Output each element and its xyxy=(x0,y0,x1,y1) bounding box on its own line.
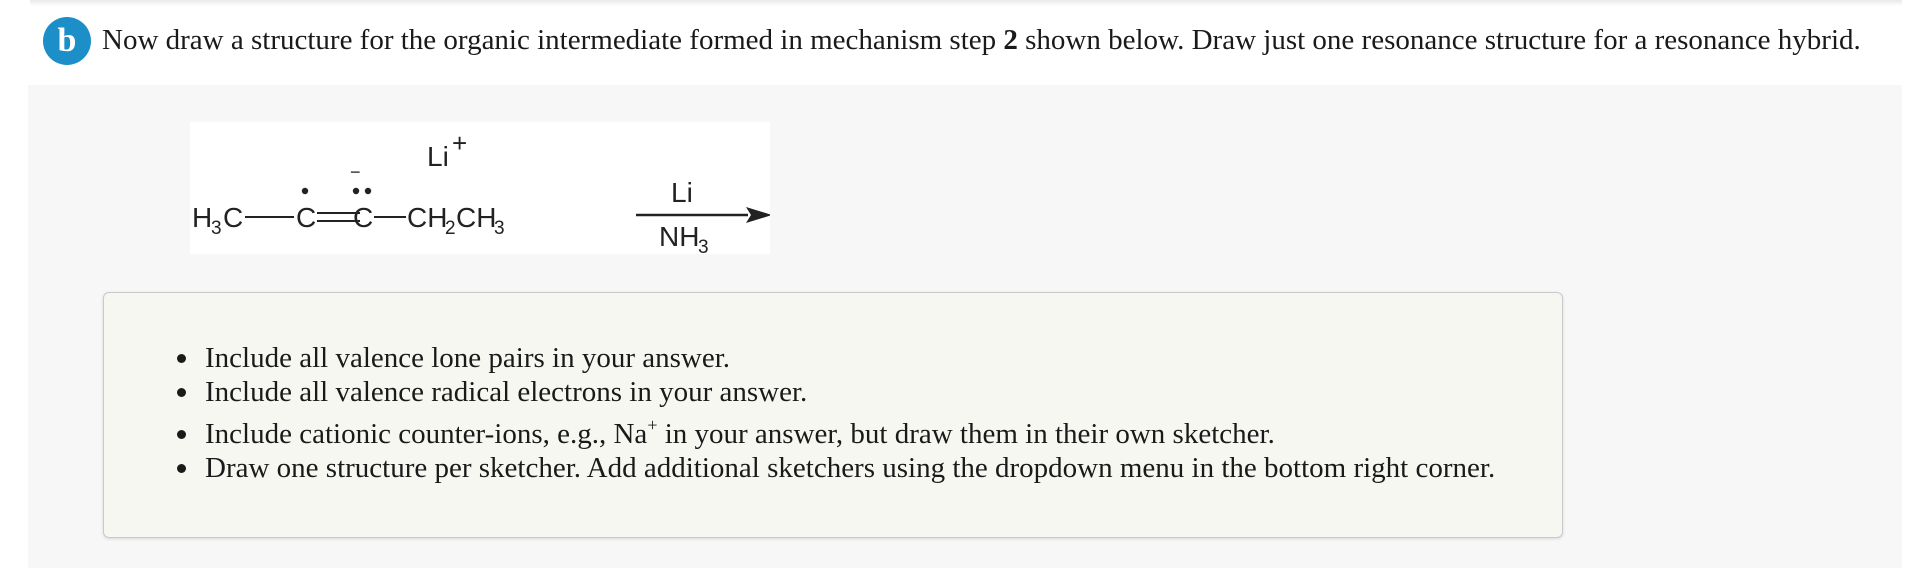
radical-electron-dot xyxy=(302,188,308,194)
left-methyl-sub: 3 xyxy=(211,218,222,239)
instructions-list xyxy=(104,341,1495,485)
ethyl-ch: CH xyxy=(407,202,448,233)
counter-ion-text-end: in your answer, but draw them in their own sketcher. xyxy=(657,418,1275,450)
ethyl-ch3: CH xyxy=(456,202,497,233)
reaction-scheme-drawing xyxy=(190,122,770,254)
instructions-box xyxy=(103,292,1563,538)
left-methyl-h: H xyxy=(192,202,213,233)
reagent-li: Li xyxy=(671,177,693,208)
carbon-a: C xyxy=(296,202,317,233)
counter-ion-li: Li xyxy=(427,141,449,172)
carbon-b: C xyxy=(353,202,374,233)
question-prompt xyxy=(102,23,1892,57)
ethyl-sub-2: 2 xyxy=(445,218,456,239)
prompt-step-number: 2 xyxy=(1003,24,1018,56)
reagent-nh-sub: 3 xyxy=(698,237,709,254)
left-methyl-c: C xyxy=(223,202,244,233)
ethyl-sub-3: 3 xyxy=(494,218,505,239)
lone-pair-dot-1 xyxy=(353,188,359,194)
counter-ion-text-start: Include cationic counter-ions, e.g., Na xyxy=(205,418,648,450)
reaction-scheme xyxy=(190,122,770,254)
reagent-nh: NH xyxy=(659,221,700,252)
instruction-item-lone-pairs: Include all valence lone pairs in your answer. xyxy=(205,341,1495,375)
lone-pair-dot-2 xyxy=(365,188,371,194)
instruction-item-counter-ions xyxy=(205,417,1495,451)
reaction-arrow-head xyxy=(746,207,770,223)
counter-ion-charge: + xyxy=(452,128,468,158)
anion-charge: − xyxy=(350,162,361,182)
instruction-item-sketchers: Draw one structure per sketcher. Add additional sketchers using the dropdown menu in the bottom right corner. xyxy=(205,452,1496,484)
counter-ion-superscript: + xyxy=(647,415,658,435)
step-badge: b xyxy=(43,17,91,65)
prompt-text-end: shown below. Draw just one resonance structure for a resonance hybrid. xyxy=(1017,24,1861,56)
instruction-item-radicals: Include all valence radical electrons in your answer. xyxy=(205,375,1495,409)
top-shadow-strip xyxy=(30,0,1902,6)
prompt-text-start: Now draw a structure for the organic intermediate formed in mechanism step xyxy=(102,24,1004,56)
